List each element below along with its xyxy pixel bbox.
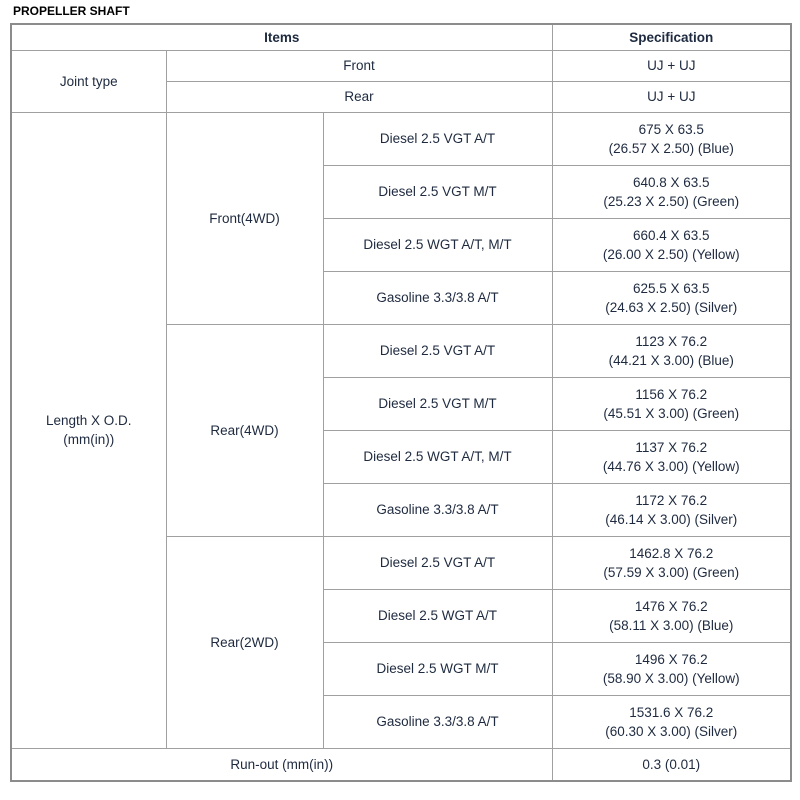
- spec-value: 660.4 X 63.5: [632, 227, 710, 243]
- spec-value-inches: (26.00 X 2.50) (Yellow): [602, 246, 740, 262]
- joint-front-spec: UJ + UJ: [552, 50, 791, 81]
- variant-cell: Gasoline 3.3/3.8 A/T: [323, 695, 552, 748]
- variant-cell: Diesel 2.5 VGT M/T: [323, 377, 552, 430]
- spec-value-inches: (45.51 X 3.00) (Green): [603, 405, 740, 421]
- spec-cell: [552, 271, 791, 324]
- joint-rear-label: Rear: [166, 81, 552, 112]
- spec-value: 625.5 X 63.5: [632, 280, 710, 296]
- table-row: [11, 748, 791, 781]
- spec-cell: [552, 218, 791, 271]
- variant-cell: Diesel 2.5 WGT A/T, M/T: [323, 218, 552, 271]
- spec-value-inches: (44.76 X 3.00) (Yellow): [602, 458, 740, 474]
- length-od-label-line1: Length X O.D.: [45, 413, 132, 428]
- variant-cell: Diesel 2.5 VGT A/T: [323, 112, 552, 165]
- joint-type-label: Joint type: [11, 50, 166, 112]
- spec-cell: [552, 695, 791, 748]
- spec-value: 1496 X 76.2: [634, 651, 708, 667]
- table-row: [11, 112, 791, 165]
- runout-spec: 0.3 (0.01): [552, 748, 791, 781]
- spec-cell: [552, 536, 791, 589]
- spec-cell: [552, 430, 791, 483]
- group-rear-4wd-label: Rear(4WD): [166, 324, 323, 536]
- spec-value-inches: (24.63 X 2.50) (Silver): [605, 299, 738, 315]
- spec-value-inches: (57.59 X 3.00) (Green): [603, 564, 740, 580]
- spec-cell: [552, 324, 791, 377]
- variant-cell: Diesel 2.5 WGT A/T, M/T: [323, 430, 552, 483]
- propeller-shaft-spec-table: [10, 23, 792, 782]
- spec-value-inches: (44.21 X 3.00) (Blue): [608, 352, 734, 368]
- variant-cell: Diesel 2.5 VGT A/T: [323, 324, 552, 377]
- spec-value-inches: (58.90 X 3.00) (Yellow): [602, 670, 740, 686]
- spec-cell: [552, 112, 791, 165]
- table-header-row: [11, 24, 791, 50]
- joint-front-label: Front: [166, 50, 552, 81]
- spec-value: 1531.6 X 76.2: [629, 704, 714, 720]
- spec-value: 1462.8 X 76.2: [629, 545, 714, 561]
- spec-value-inches: (58.11 X 3.00) (Blue): [609, 617, 734, 633]
- header-items: Items: [11, 24, 552, 50]
- spec-cell: [552, 642, 791, 695]
- spec-value-inches: (46.14 X 3.00) (Silver): [605, 511, 738, 527]
- spec-value: 675 X 63.5: [638, 121, 704, 137]
- spec-value: 1137 X 76.2: [635, 439, 708, 455]
- joint-rear-spec: UJ + UJ: [552, 81, 791, 112]
- length-od-label-line2: (mm(in)): [63, 432, 115, 447]
- runout-label: Run-out (mm(in)): [11, 748, 552, 781]
- spec-value: 1172 X 76.2: [635, 492, 708, 508]
- header-specification: Specification: [552, 24, 791, 50]
- group-rear-2wd-label: Rear(2WD): [166, 536, 323, 748]
- variant-cell: Diesel 2.5 WGT M/T: [323, 642, 552, 695]
- group-front-4wd-label: Front(4WD): [166, 112, 323, 324]
- spec-value: 1123 X 76.2: [635, 333, 708, 349]
- variant-cell: Diesel 2.5 VGT M/T: [323, 165, 552, 218]
- spec-value: 640.8 X 63.5: [632, 174, 710, 190]
- spec-value-inches: (25.23 X 2.50) (Green): [603, 193, 740, 209]
- variant-cell: Gasoline 3.3/3.8 A/T: [323, 271, 552, 324]
- spec-value-inches: (60.30 X 3.00) (Silver): [605, 723, 738, 739]
- table-row: [11, 50, 791, 81]
- page-title: PROPELLER SHAFT: [13, 4, 130, 18]
- variant-cell: Diesel 2.5 WGT A/T: [323, 589, 552, 642]
- spec-value-inches: (26.57 X 2.50) (Blue): [608, 140, 734, 156]
- spec-cell: [552, 165, 791, 218]
- spec-value: 1476 X 76.2: [634, 598, 708, 614]
- spec-cell: [552, 483, 791, 536]
- spec-cell: [552, 589, 791, 642]
- spec-cell: [552, 377, 791, 430]
- length-od-label: [11, 112, 166, 748]
- spec-value: 1156 X 76.2: [635, 386, 708, 402]
- variant-cell: Gasoline 3.3/3.8 A/T: [323, 483, 552, 536]
- variant-cell: Diesel 2.5 VGT A/T: [323, 536, 552, 589]
